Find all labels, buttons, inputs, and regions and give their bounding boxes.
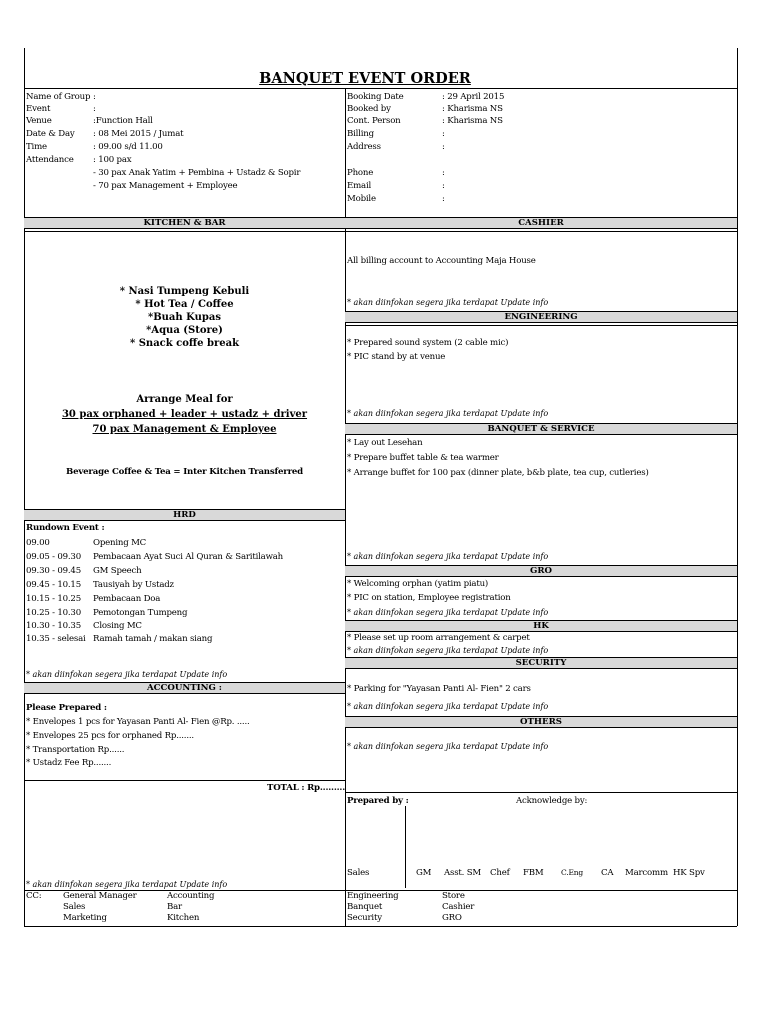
cc-recipient: Cashier bbox=[442, 902, 475, 912]
rundown-time: 09.00 bbox=[26, 538, 50, 548]
info-value: : 29 April 2015 bbox=[442, 92, 505, 102]
signature-divider bbox=[405, 806, 406, 888]
cc-recipient: Banquet bbox=[347, 902, 383, 912]
gro-item: * PIC on station, Employee registration bbox=[347, 593, 511, 603]
accounting-header: ACCOUNTING : bbox=[24, 682, 345, 694]
others-header: OTHERS bbox=[345, 716, 737, 728]
engineering-header: ENGINEERING bbox=[345, 311, 737, 323]
security-header: SECURITY bbox=[345, 657, 737, 669]
bottom-border bbox=[24, 926, 737, 927]
signature-role: HK Spv bbox=[673, 868, 705, 878]
cc-recipient: Bar bbox=[167, 902, 182, 912]
accounting-item: * Envelopes 25 pcs for orphaned Rp....... bbox=[26, 731, 194, 741]
kitchen-header-underline bbox=[24, 231, 345, 232]
gro-header: GRO bbox=[345, 565, 737, 577]
center-divider bbox=[345, 88, 346, 926]
info-label: Cont. Person bbox=[347, 116, 401, 126]
contact-label: Phone bbox=[347, 168, 374, 178]
info-value: : 09.00 s/d 11.00 bbox=[93, 142, 163, 152]
rundown-activity: Opening MC bbox=[93, 538, 147, 548]
cc-recipient: Accounting bbox=[167, 891, 215, 901]
info-label: Booking Date bbox=[347, 92, 404, 102]
cc-recipient: Store bbox=[442, 891, 465, 901]
gro-item: * Welcoming orphan (yatim piatu) bbox=[347, 579, 489, 589]
contact-value: : bbox=[442, 168, 445, 178]
info-label: Event bbox=[26, 104, 51, 114]
rundown-activity: Closing MC bbox=[93, 621, 142, 631]
cc-recipient: General Manager bbox=[63, 891, 137, 901]
info-label: Address bbox=[347, 142, 381, 152]
accounting-item: * Transportation Rp...... bbox=[26, 745, 125, 755]
signature-role: Sales bbox=[347, 868, 370, 878]
info-label: Time bbox=[26, 142, 47, 152]
left-border bbox=[24, 48, 25, 926]
kitchen-bar-header: KITCHEN & BAR bbox=[24, 217, 345, 229]
info-value: : Kharisma NS bbox=[442, 116, 503, 126]
hk-header: HK bbox=[345, 620, 737, 632]
banquet-item: * Lay out Lesehan bbox=[347, 438, 423, 448]
menu-item: *Buah Kupas bbox=[147, 312, 222, 323]
engineering-update-note: * akan diinfokan segera jika terdapat Update info bbox=[347, 409, 549, 418]
cc-label: CC: bbox=[26, 891, 42, 901]
signature-top-line bbox=[345, 792, 737, 793]
signature-role: GM bbox=[416, 868, 432, 878]
banquet-update-note: * akan diinfokan segera jika terdapat Update info bbox=[347, 552, 549, 561]
info-value: : 100 pax bbox=[93, 155, 132, 165]
meal-title: Arrange Meal for bbox=[136, 394, 233, 405]
rundown-time: 10.25 - 10.30 bbox=[26, 608, 81, 618]
rundown-activity: Pembacaan Doa bbox=[93, 594, 161, 604]
menu-item: * Hot Tea / Coffee bbox=[135, 299, 234, 310]
accounting-total: TOTAL : Rp......... bbox=[267, 783, 345, 793]
rundown-activity: Pemotongan Tumpeng bbox=[93, 608, 188, 618]
info-value: : bbox=[442, 142, 445, 152]
info-value: : 08 Mei 2015 / Jumat bbox=[93, 129, 184, 139]
rundown-time: 10.35 - selesai bbox=[26, 634, 86, 644]
accounting-item: * Ustadz Fee Rp....... bbox=[26, 758, 112, 768]
signature-role: Marcomm bbox=[625, 868, 668, 878]
hrd-update-note: * akan diinfokan segera jika terdapat Update info bbox=[26, 670, 228, 679]
cashier-header: CASHIER bbox=[345, 217, 737, 229]
rundown-time: 10.30 - 10.35 bbox=[26, 621, 81, 631]
acknowledge-by-label: Acknowledge by: bbox=[516, 796, 588, 806]
contact-value: : bbox=[442, 181, 445, 191]
security-item: * Parking for "Yayasan Panti Al- Fien" 2 cars bbox=[347, 684, 531, 694]
info-label: Venue bbox=[26, 116, 52, 126]
document-title: BANQUET EVENT ORDER bbox=[259, 70, 471, 87]
accounting-divider bbox=[24, 780, 345, 781]
signature-role: C.Eng bbox=[561, 868, 583, 877]
meal-line: 30 pax orphaned + leader + ustadz + driver bbox=[61, 409, 308, 420]
signature-role: CA bbox=[601, 868, 614, 878]
rundown-time: 09.45 - 10.15 bbox=[26, 580, 81, 590]
signature-role: FBM bbox=[523, 868, 544, 878]
prepared-by-label: Prepared by : bbox=[347, 796, 409, 806]
info-value: : bbox=[442, 129, 445, 139]
attendance-detail: - 30 pax Anak Yatim + Pembina + Ustadz & Sopir bbox=[93, 168, 301, 178]
engineering-item: * PIC stand by at venue bbox=[347, 352, 446, 362]
rundown-activity: Tausiyah by Ustadz bbox=[93, 580, 174, 590]
hk-update-note: * akan diinfokan segera jika terdapat Update info bbox=[347, 646, 549, 655]
right-border bbox=[737, 48, 738, 926]
signature-role: Asst. SM bbox=[444, 868, 482, 878]
info-label: Date & Day bbox=[26, 129, 75, 139]
contact-value: : bbox=[442, 194, 445, 204]
cc-recipient: GRO bbox=[442, 913, 462, 923]
accounting-item: * Envelopes 1 pcs for Yayasan Panti Al- Fien @Rp. ..... bbox=[26, 717, 250, 727]
info-value: : bbox=[93, 92, 96, 102]
info-value: : Kharisma NS bbox=[442, 104, 503, 114]
engineering-header-underline bbox=[345, 325, 737, 326]
cc-recipient: Marketing bbox=[63, 913, 107, 923]
hk-item: * Please set up room arrangement & carpet bbox=[347, 633, 530, 643]
banquet-item: * Prepare buffet table & tea warmer bbox=[347, 453, 499, 463]
cashier-text: All billing account to Accounting Maja House bbox=[347, 256, 536, 266]
cc-recipient: Sales bbox=[63, 902, 86, 912]
others-update-note: * akan diinfokan segera jika terdapat Update info bbox=[347, 742, 549, 751]
rundown-activity: GM Speech bbox=[93, 566, 142, 576]
banquet-item: * Arrange buffet for 100 pax (dinner plate, b&b plate, tea cup, cutleries) bbox=[347, 468, 649, 478]
banquet-service-header: BANQUET & SERVICE bbox=[345, 423, 737, 435]
hrd-header: HRD bbox=[24, 509, 345, 521]
beverage-note: Beverage Coffee & Tea = Inter Kitchen Transferred bbox=[66, 467, 303, 477]
engineering-item: * Prepared sound system (2 cable mic) bbox=[347, 338, 509, 348]
cashier-header-underline bbox=[345, 231, 737, 232]
security-update-note: * akan diinfokan segera jika terdapat Update info bbox=[347, 702, 549, 711]
menu-item: * Snack coffe break bbox=[129, 338, 240, 349]
rundown-label: Rundown Event : bbox=[26, 523, 105, 533]
meal-line: 70 pax Management & Employee bbox=[92, 424, 277, 435]
menu-item: * Nasi Tumpeng Kebuli bbox=[119, 286, 250, 297]
title-bottom-line bbox=[24, 88, 737, 89]
gro-update-note: * akan diinfokan segera jika terdapat Update info bbox=[347, 608, 549, 617]
rundown-time: 09.30 - 09.45 bbox=[26, 566, 81, 576]
prepared-label: Please Prepared : bbox=[26, 703, 107, 713]
cc-recipient: Engineering bbox=[347, 891, 399, 901]
contact-label: Mobile bbox=[347, 194, 376, 204]
accounting-update-note: * akan diinfokan segera jika terdapat Update info bbox=[26, 880, 228, 889]
cc-recipient: Kitchen bbox=[167, 913, 200, 923]
info-value: :Function Hall bbox=[93, 116, 153, 126]
cc-recipient: Security bbox=[347, 913, 382, 923]
contact-label: Email bbox=[347, 181, 372, 191]
menu-item: *Aqua (Store) bbox=[146, 325, 223, 336]
rundown-time: 10.15 - 10.25 bbox=[26, 594, 81, 604]
rundown-activity: Pembacaan Ayat Suci Al Quran & Saritilawah bbox=[93, 552, 284, 562]
attendance-detail: - 70 pax Management + Employee bbox=[93, 181, 238, 191]
info-value: : bbox=[93, 104, 96, 114]
info-label: Billing bbox=[347, 129, 374, 139]
info-label: Booked by bbox=[347, 104, 391, 114]
info-label: Name of Group bbox=[26, 92, 91, 102]
rundown-time: 09.05 - 09.30 bbox=[26, 552, 81, 562]
signature-role: Chef bbox=[490, 868, 510, 878]
rundown-activity: Ramah tamah / makan siang bbox=[93, 634, 213, 644]
info-label: Attendance bbox=[26, 155, 74, 165]
cashier-update-note: * akan diinfokan segera jika terdapat Update info bbox=[347, 298, 549, 307]
